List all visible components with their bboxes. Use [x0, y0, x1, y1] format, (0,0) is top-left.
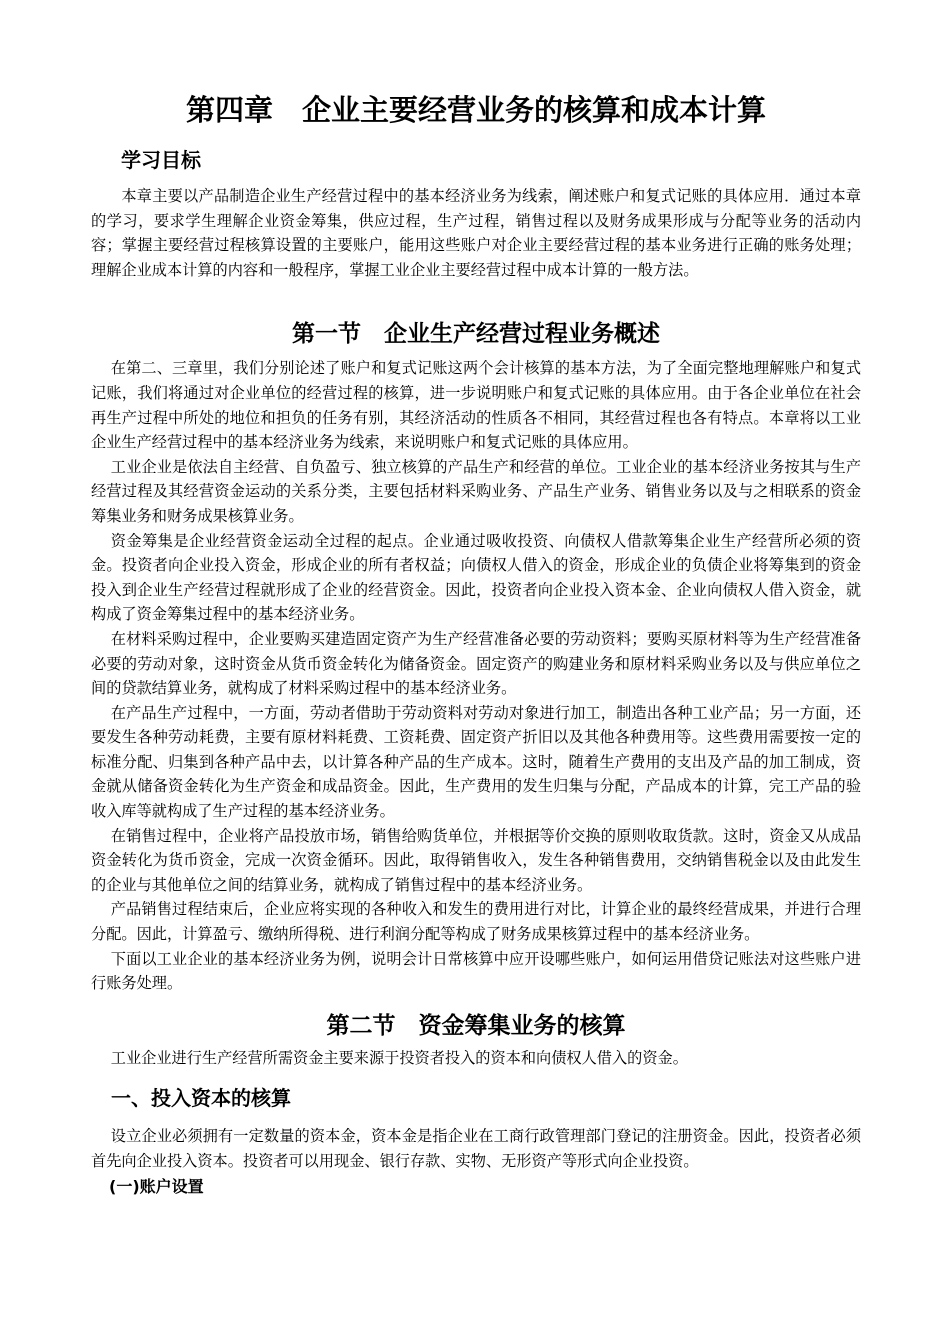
- objectives-text: 本章主要以产品制造企业生产经营过程中的基本经济业务为线索，阐述账户和复式记账的具体应用．通过本章的学习，要求学生理解企业资金筹集，供应过程，生产过程，销售过程以及财务成果形成与分配等业务的活动内容；掌握主要经营过程核算设置的主要账户，能用这些账户对企业主要经营过程的基本业务进行正确的账务处理；理解企业成本计算的内容和一般程序，掌握工业企业主要经营过程中成本计算的一般方法。: [91, 187, 861, 279]
- paragraph: 资金筹集是企业经营资金运动全过程的起点。企业通过吸收投资、向债权人借款筹集企业生产经营所必须的资金。投资者向企业投入资金，形成企业的所有者权益；向债权人借入的资金，形成企业的负债企业将筹集到的资金投入到企业生产经营过程就形成了企业的经营资金。因此，投资者向企业投入资本金、企业向债权人借入资金，就构成了资金筹集过程中的基本经济业务。: [91, 531, 861, 624]
- subsection-heading: 一、投入资本的核算: [111, 1086, 291, 1111]
- chapter-title: 第四章 企业主要经营业务的核算和成本计算: [185, 93, 766, 127]
- section2-intro: 工业企业进行生产经营所需资金主要来源于投资者投入的资本和向债权人借入的资金。: [110, 1048, 688, 1067]
- sub-subsection-heading: (一)账户设置: [109, 1176, 204, 1196]
- objectives-heading: 学习目标: [121, 148, 201, 172]
- paragraph: 在材料采购过程中，企业要购买建造固定资产为生产经营准备必要的劳动资料；要购买原材料等为生产经营准备必要的劳动对象，这时资金从货币资金转化为储备资金。固定资产的购建业务和原材料采购业务以及与供应单位之间的贷款结算业务，就构成了材料采购过程中的基本经济业务。: [91, 629, 861, 698]
- paragraph: 工业企业是依法自主经营、自负盈亏、独立核算的产品生产和经营的单位。工业企业的基本经济业务按其与生产经营过程及其经营资金运动的关系分类，主要包括材料采购业务、产品生产业务、销售业务以及与之相联系的资金筹集业务和财务成果核算业务。: [91, 457, 861, 525]
- section1-body: [91, 356, 861, 995]
- section2-title: 第二节 资金筹集业务的核算: [326, 1012, 626, 1039]
- subsection-text: 设立企业必须拥有一定数量的资本金，资本金是指企业在工商行政管理部门登记的注册资金。因此，投资者必须首先向企业投入资本。投资者可以用现金、银行存款、实物、无形资产等形式向企业投资。: [91, 1127, 861, 1170]
- paragraph: 在销售过程中，企业将产品投放市场，销售给购货单位，并根据等价交换的原则收取货款。这时，资金又从成品资金转化为货币资金，完成一次资金循环。因此，取得销售收入，发生各种销售费用，交纳销售税金以及由此发生的企业与其他单位之间的结算业务，就构成了销售过程中的基本经济业务。: [91, 826, 861, 894]
- section1-title: 第一节 企业生产经营过程业务概述: [292, 321, 660, 348]
- document-page: [91, 88, 861, 1200]
- paragraph: 在产品生产过程中，一方面，劳动者借助于劳动资料对劳动对象进行加工，制造出各种工业产品；另一方面，还要发生各种劳动耗费，主要有原材料耗费、工资耗费、固定资产折旧以及其他各种费用等。这些费用需要按一定的标准分配、归集到各种产品中去，以计算各种产品的生产成本。这时，随着生产费用的支出及产品的加工制成，资金就从储备资金转化为生产资金和成品资金。因此，生产费用的发生归集与分配，产品成本的计算，完工产品的验收入库等就构成了生产过程的基本经济业务。: [91, 703, 861, 821]
- paragraph: 在第二、三章里，我们分别论述了账户和复式记账这两个会计核算的基本方法，为了全面完整地理解账户和复式记账，我们将通过对企业单位的经营过程的核算，进一步说明账户和复式记账的具体应用。由于各企业单位在社会再生产过程中所处的地位和担负的任务有别，其经济活动的性质各不相同，其经营过程也各有特点。本章将以工业企业生产经营过程中的基本经济业务为线索，来说明账户和复式记账的具体应用。: [91, 359, 861, 452]
- paragraph: 下面以工业企业的基本经济业务为例，说明会计日常核算中应开设哪些账户，如何运用借贷记账法对这些账户进行账务处理。: [91, 949, 861, 993]
- paragraph: 产品销售过程结束后，企业应将实现的各种收入和发生的费用进行对比，计算企业的最终经营成果，并进行合理分配。因此，计算盈亏、缴纳所得税、进行利润分配等构成了财务成果核算过程中的基本经济业务。: [91, 900, 861, 944]
